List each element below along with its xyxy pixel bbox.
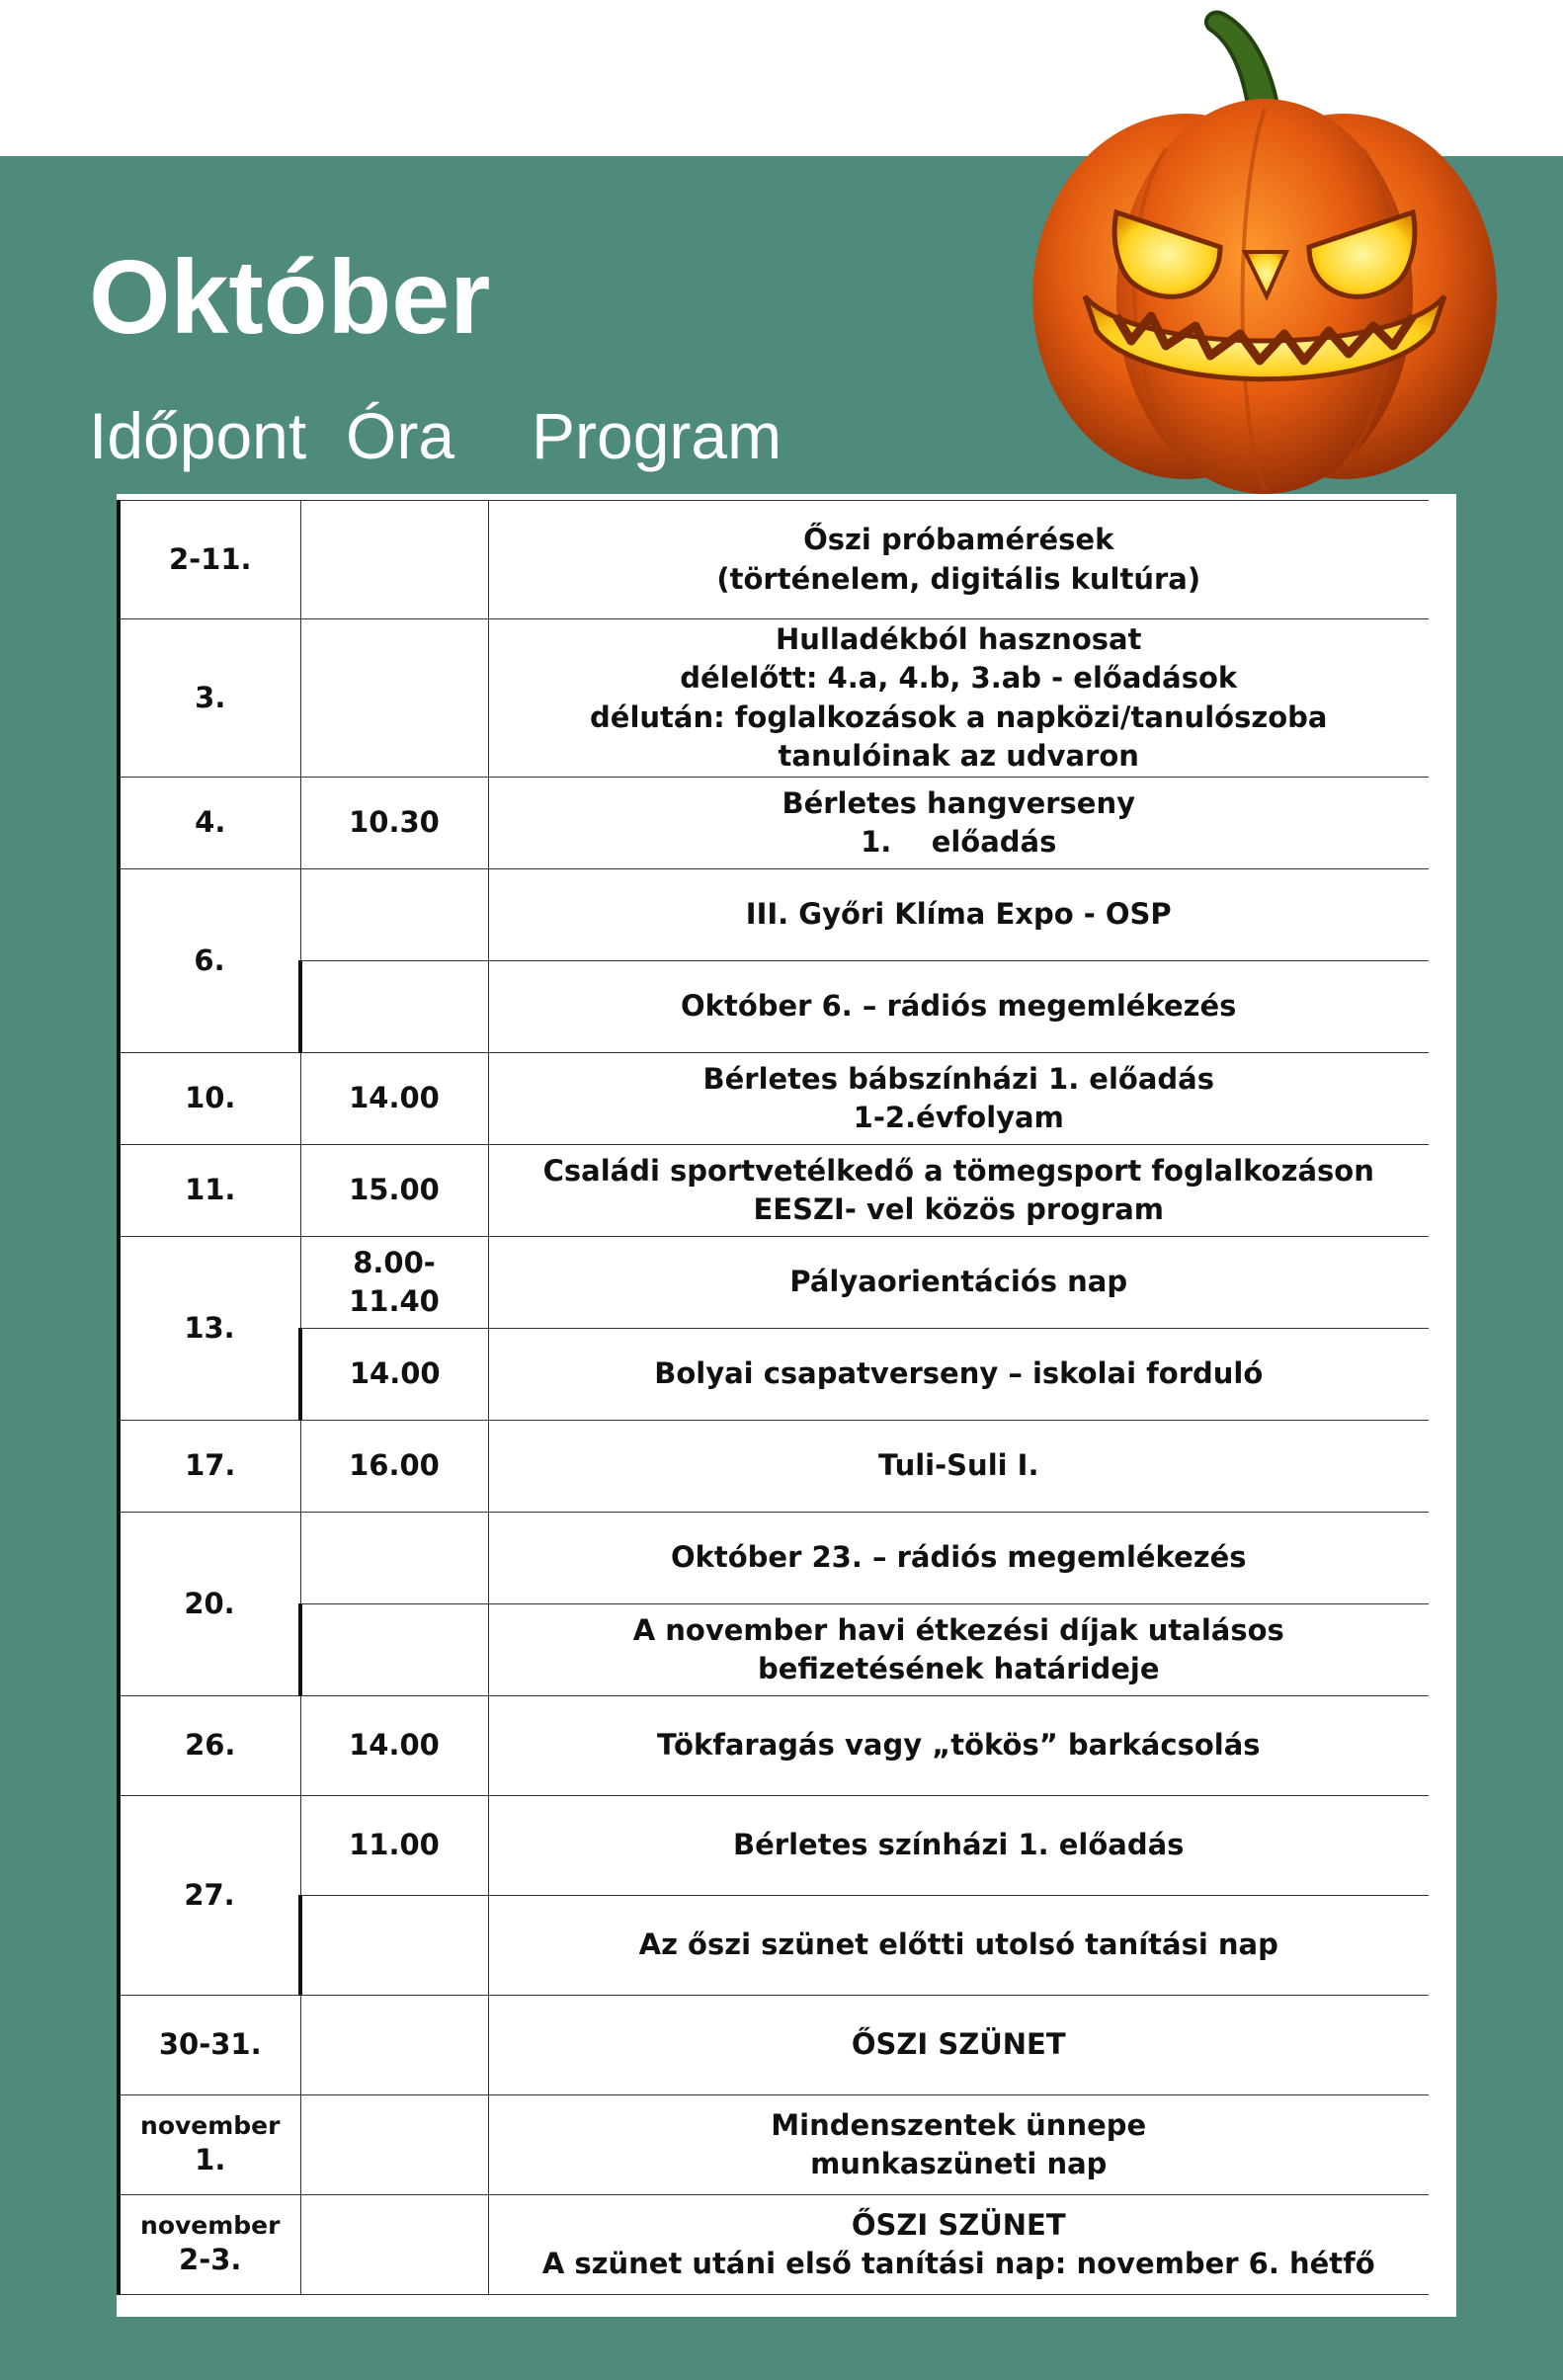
table-row <box>119 1996 1429 2095</box>
time-cell <box>300 869 488 961</box>
date-cell: 6. <box>119 869 300 1053</box>
program-line: Bérletes színházi 1. előadás <box>733 1828 1185 1862</box>
program-cell <box>488 1145 1429 1237</box>
date-cell: 27. <box>119 1796 300 1996</box>
program-cell <box>488 501 1429 619</box>
table-row <box>119 1421 1429 1513</box>
column-header-time: Óra <box>346 399 455 472</box>
program-line: tanulóinak az udvaron <box>778 738 1139 773</box>
date-cell: 30-31. <box>119 1996 300 2095</box>
time-cell: 16.00 <box>300 1421 488 1513</box>
program-line: 1. előadás <box>861 825 1057 859</box>
program-cell <box>488 1796 1429 1896</box>
time-cell: 14.00 <box>300 1696 488 1796</box>
table-row <box>119 2195 1429 2295</box>
program-cell <box>488 1053 1429 1145</box>
program-cell <box>488 1421 1429 1513</box>
table-row <box>119 2095 1429 2195</box>
table-row <box>119 1696 1429 1796</box>
program-cell <box>488 619 1429 778</box>
program-line: 1-2.évfolyam <box>853 1101 1064 1134</box>
table-row <box>119 1513 1429 1604</box>
time-cell <box>300 1513 488 1604</box>
program-cell <box>488 1996 1429 2095</box>
table-row <box>119 1604 1429 1696</box>
program-line: ŐSZI SZÜNET <box>851 2207 1066 2242</box>
program-cell <box>488 869 1429 961</box>
program-line: befizetésének határideje <box>757 1652 1160 1685</box>
program-line: Bérletes hangverseny <box>782 785 1136 820</box>
time-cell <box>300 501 488 619</box>
program-line: EESZI- vel közös program <box>753 1192 1164 1226</box>
schedule-table <box>117 500 1429 2295</box>
program-line: délután: foglalkozások a napközi/tanulószoba <box>590 699 1328 734</box>
program-line: Őszi próbamérések <box>803 523 1114 557</box>
date-line: november <box>140 2210 281 2240</box>
date-cell: 26. <box>119 1696 300 1796</box>
date-cell: 20. <box>119 1513 300 1696</box>
program-line: Családi sportvetélkedő a tömegsport foglalkozáson <box>542 1153 1374 1188</box>
time-cell <box>300 1996 488 2095</box>
program-line: Tökfaragás vagy „tökös” barkácsolás <box>656 1728 1261 1763</box>
program-cell <box>488 1237 1429 1329</box>
date-line: 1. <box>195 2143 226 2177</box>
time-cell: 15.00 <box>300 1145 488 1237</box>
program-line: Bérletes bábszínházi 1. előadás <box>702 1061 1214 1096</box>
date-cell <box>119 2095 300 2195</box>
date-cell: 3. <box>119 619 300 778</box>
time-cell <box>300 1896 488 1996</box>
table-row <box>119 778 1429 869</box>
program-line: Mindenszentek ünnepe <box>771 2107 1147 2142</box>
date-cell: 2-11. <box>119 501 300 619</box>
program-cell <box>488 778 1429 869</box>
time-cell: 14.00 <box>300 1329 488 1421</box>
column-header-date: Időpont <box>89 399 307 472</box>
program-line: Pályaorientációs nap <box>789 1265 1128 1299</box>
program-line: Hulladékból hasznosat <box>776 621 1142 656</box>
time-cell <box>300 2095 488 2195</box>
table-row <box>119 1329 1429 1421</box>
column-header-program: Program <box>532 399 782 472</box>
date-line: 2-3. <box>179 2243 242 2277</box>
program-line: A november havi étkezési díjak utalásos <box>632 1612 1284 1647</box>
program-line: munkaszüneti nap <box>810 2147 1108 2180</box>
program-line: Tuli-Suli I. <box>878 1448 1039 1483</box>
page-title: Október <box>89 239 491 356</box>
table-row <box>119 501 1429 619</box>
program-cell <box>488 961 1429 1053</box>
table-row <box>119 619 1429 778</box>
program-line: (történelem, digitális kultúra) <box>716 561 1201 596</box>
program-line: délelőtt: 4.a, 4.b, 3.ab - előadások <box>680 661 1238 696</box>
date-cell: 13. <box>119 1237 300 1421</box>
jack-o-lantern-pumpkin-icon <box>1008 0 1522 504</box>
time-cell <box>300 2195 488 2295</box>
time-cell <box>300 1237 488 1329</box>
program-line: A szünet utáni első tanítási nap: november 6. hétfő <box>541 2247 1375 2280</box>
time-cell: 11.00 <box>300 1796 488 1896</box>
table-row <box>119 1237 1429 1329</box>
program-line: ŐSZI SZÜNET <box>851 2027 1066 2062</box>
time-cell: 10.30 <box>300 778 488 869</box>
time-line: 8.00- <box>353 1245 436 1279</box>
time-line: 11.40 <box>349 1284 440 1318</box>
date-cell: 4. <box>119 778 300 869</box>
table-row <box>119 961 1429 1053</box>
date-cell <box>119 2195 300 2295</box>
schedule-table-card <box>117 494 1456 2317</box>
time-cell: 14.00 <box>300 1053 488 1145</box>
time-cell <box>300 961 488 1053</box>
program-cell <box>488 1896 1429 1996</box>
program-cell <box>488 1696 1429 1796</box>
program-cell <box>488 2195 1429 2295</box>
program-line: Október 23. – rádiós megemlékezés <box>670 1540 1247 1575</box>
program-cell <box>488 2095 1429 2195</box>
time-cell <box>300 1604 488 1696</box>
table-row <box>119 1896 1429 1996</box>
table-row <box>119 1053 1429 1145</box>
table-row <box>119 1796 1429 1896</box>
table-row <box>119 869 1429 961</box>
program-line: Október 6. – rádiós megemlékezés <box>681 989 1237 1024</box>
program-line: Az őszi szünet előtti utolsó tanítási nap <box>638 1928 1278 1962</box>
date-cell: 17. <box>119 1421 300 1513</box>
program-line: Bolyai csapatverseny – iskolai forduló <box>654 1356 1264 1391</box>
program-cell <box>488 1604 1429 1696</box>
time-cell <box>300 619 488 778</box>
date-line: november <box>140 2110 281 2140</box>
program-cell <box>488 1513 1429 1604</box>
program-cell <box>488 1329 1429 1421</box>
date-cell: 11. <box>119 1145 300 1237</box>
program-line: III. Győri Klíma Expo - OSP <box>745 897 1172 932</box>
table-row <box>119 1145 1429 1237</box>
date-cell: 10. <box>119 1053 300 1145</box>
